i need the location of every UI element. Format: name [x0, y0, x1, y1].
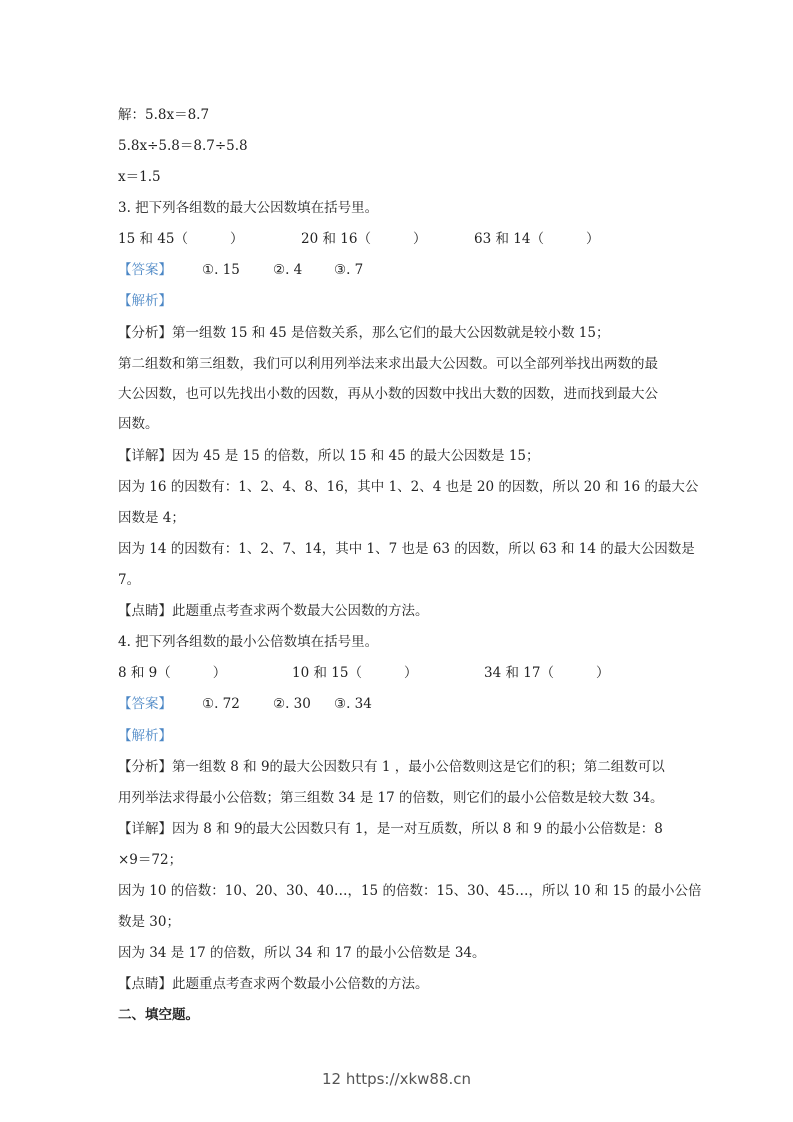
q3-answer-1: ①. 15 — [202, 262, 240, 278]
q3-fenxi-line-2: 第二组数和第三组数，我们可以利用列举法来求出最大公因数。可以全部列举找出两数的最 — [118, 356, 658, 372]
q4-item-3: 34 和 17（ ） — [484, 665, 610, 681]
q4-xiangjie-label: 【详解】 — [118, 821, 172, 837]
q4-item-2: 10 和 15（ ） — [292, 665, 418, 681]
q3-xiangjie-line-3: 因数是 4； — [118, 510, 185, 526]
q3-title: 3. 把下列各组数的最大公因数填在括号里。 — [118, 200, 379, 216]
q3-item-1: 15 和 45（ ） — [118, 231, 244, 247]
q4-answer-2: ②. 30 — [273, 696, 311, 712]
q3-xiangjie-line-1: 【详解】因为 45 是 15 的倍数，所以 15 和 45 的最大公因数是 15； — [118, 448, 540, 464]
q3-xiangjie-line-5: 7。 — [118, 572, 141, 588]
q3-analysis-label: 【解析】 — [118, 293, 172, 309]
q4-xiangjie-line-1: 【详解】因为 8 和 9的最大公因数只有 1，是一对互质数，所以 8 和 9 的最小公倍数是：8 — [118, 821, 663, 837]
q3-item-2: 20 和 16（ ） — [301, 231, 427, 247]
q3-fenxi-label: 【分析】 — [118, 325, 172, 341]
q4-fenxi-line-2: 用列举法求得最小公倍数；第三组数 34 是 17 的倍数，则它们的最小公倍数是较大数 34。 — [118, 790, 664, 806]
q3-dianjing-label: 【点睛】 — [118, 603, 172, 619]
q2-solution-line-2: 5.8x÷5.8＝8.7÷5.8 — [118, 138, 248, 154]
q4-title: 4. 把下列各组数的最小公倍数填在括号里。 — [118, 634, 379, 650]
q4-xiangjie-line-4: 数是 30； — [118, 914, 180, 930]
q4-dianjing-label: 【点睛】 — [118, 976, 172, 992]
q4-item-1: 8 和 9（ ） — [118, 665, 227, 681]
footer-url: https://xkw88.cn — [345, 1070, 472, 1088]
q3-dianjing: 【点睛】此题重点考查求两个数最大公因数的方法。 — [118, 603, 429, 619]
q4-answer-3: ③. 34 — [334, 696, 372, 712]
q2-solution-line-1: 解：5.8x＝8.7 — [118, 107, 210, 123]
page-number: 12 — [321, 1070, 342, 1088]
q3-item-3: 63 和 14（ ） — [474, 231, 600, 247]
q3-fenxi-line-4: 因数。 — [118, 416, 159, 432]
q4-fenxi-label: 【分析】 — [118, 759, 172, 775]
q4-dianjing: 【点睛】此题重点考查求两个数最小公倍数的方法。 — [118, 976, 429, 992]
q4-xiangjie-line-3: 因为 10 的倍数：10、20、30、40…，15 的倍数：15、30、45…，所以 10 和 15 的最小公倍 — [118, 883, 702, 899]
q4-fenxi-line-1: 【分析】第一组数 8 和 9的最大公因数只有 1 ，最小公倍数则这是它们的积；第二组数可以 — [118, 759, 665, 775]
q3-fenxi-line-3: 大公因数，也可以先找出小数的因数，再从小数的因数中找出大数的因数，进而找到最大公 — [118, 386, 658, 402]
q4-answer-1: ①. 72 — [202, 696, 240, 712]
q3-fenxi-line-1: 【分析】第一组数 15 和 45 是倍数关系，那么它们的最大公因数就是较小数 15； — [118, 325, 610, 341]
q4-answer-label: 【答案】 — [118, 696, 172, 712]
q3-xiangjie-label: 【详解】 — [118, 448, 172, 464]
q3-xiangjie-line-4: 因为 14 的因数有：1、2、7、14，其中 1、7 也是 63 的因数，所以 63 和 14 的最大公因数是 — [118, 541, 695, 557]
q3-xiangjie-line-2: 因为 16 的因数有：1、2、4、8、16，其中 1、2、4 也是 20 的因数，所以 20 和 16 的最大公 — [118, 479, 699, 495]
section-2-title: 二、填空题。 — [118, 1007, 199, 1023]
q4-xiangjie-line-5: 因为 34 是 17 的倍数，所以 34 和 17 的最小公倍数是 34。 — [118, 945, 486, 961]
q3-answer-3: ③. 7 — [334, 262, 364, 278]
page-footer — [0, 1070, 793, 1088]
q4-xiangjie-line-2: ×9＝72； — [118, 852, 183, 868]
q4-analysis-label: 【解析】 — [118, 728, 172, 744]
q3-answer-label: 【答案】 — [118, 262, 172, 278]
q2-solution-line-3: x＝1.5 — [118, 169, 161, 185]
q3-answer-2: ②. 4 — [273, 262, 303, 278]
